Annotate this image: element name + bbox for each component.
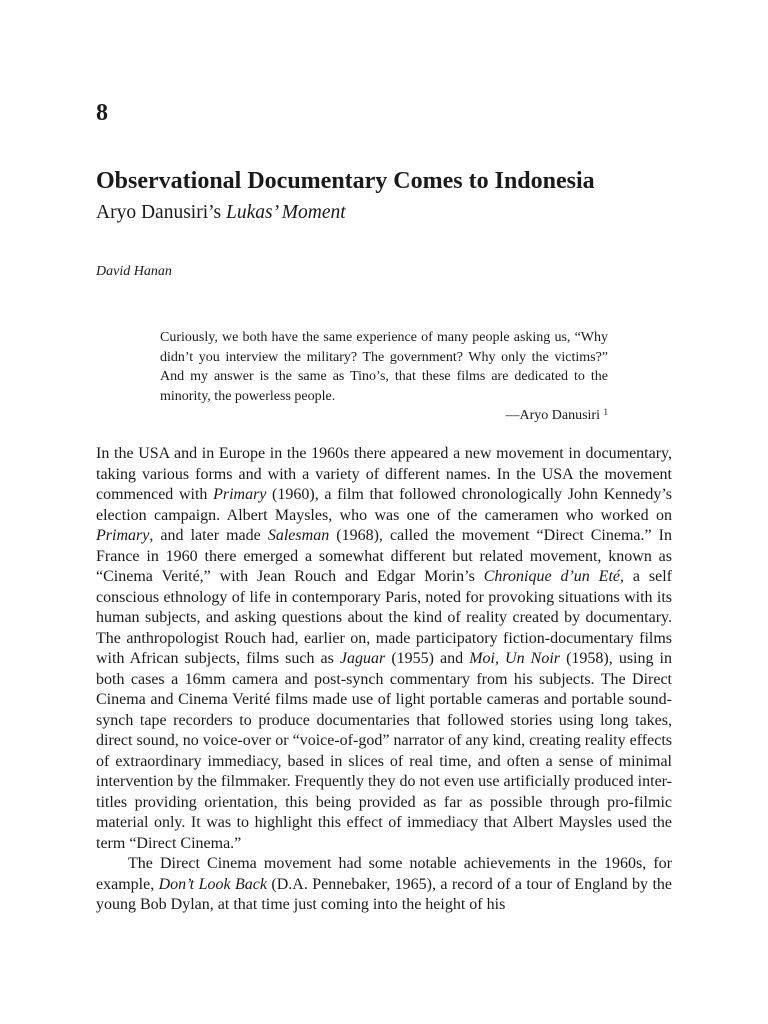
film-title: Moi, Un Noir: [469, 650, 561, 667]
epigraph: [160, 328, 608, 426]
film-title: Primary: [96, 527, 150, 544]
text-run: (1960), a film that followed chronologically John Kennedy’s election campaign. Albert Maysles, who was one of the cameramen who worked on: [96, 486, 672, 524]
film-title: Primary: [213, 486, 267, 503]
chapter-subtitle-prefix: Aryo Danusiri’s: [96, 202, 226, 223]
text-run: The Direct Cinema movement had some notable achievements in the 1960s, for example,: [96, 855, 672, 893]
film-title: Jaguar: [339, 650, 386, 667]
film-title: Lukas’ Moment: [226, 202, 346, 223]
chapter-author: David Hanan: [96, 264, 172, 279]
body-paragraph-1: [96, 444, 672, 854]
body-text: [96, 444, 672, 916]
body-paragraph-2: [96, 854, 672, 916]
film-title: Chronique d’un Eté: [483, 568, 620, 585]
film-title: Don’t Look Back: [158, 875, 267, 893]
epigraph-attribution-name: —Aryo Danusiri: [505, 408, 600, 424]
footnote-reference: 1: [603, 407, 608, 418]
epigraph-quote: Curiously, we both have the same experience of many people asking us, “Why didn’t you interview the military? The government? Why only the victims?” And my answer is the same as Tino’s, that these films are dedicated to the minority, the powerless people.: [160, 330, 608, 404]
text-run: , a self conscious ethnology of life in contemporary Paris, noted for provoking situations with its human subjects, and asking questions about the kind of reality created by documentary. The anthropologist Rouch had, earlier on, made participatory fiction-documentary films with African subjects, films such as: [96, 568, 672, 667]
film-title: Salesman: [267, 527, 330, 544]
epigraph-attribution: [160, 406, 608, 426]
chapter-subtitle: [96, 200, 346, 226]
text-run: (D.A. Pennebaker, 1965), a record of a tour of England by the young Bob Dylan, at that time just coming into the height of his: [96, 875, 672, 913]
text-run: In the USA and in Europe in the 1960s there appeared a new movement in documentary, taking various forms and with a variety of different names. In the USA the movement commenced with: [96, 445, 672, 503]
text-run: (1968), called the movement “Direct Cinema.” In France in 1960 there emerged a somewhat different but related movement, known as “Cinema Verité,” with Jean Rouch and Edgar Morin’s: [96, 527, 673, 585]
text-run: (1958), using in both cases a 16mm camera and post-synch commentary from his subjects. The Direct Cinema and Cinema Verité films made use of light portable cameras and portable sound-synch tape recorders to produce documentaries that followed stories using long takes, direct sound, no voice-over or “voice-of-god” narrator of any kind, creating reality effects of extraordinary immediacy, based in slices of real time, and often a sense of minimal intervention by the filmmaker. Frequently they do not even use artificially produced inter-titles providing orientation, this being provided as far as possible through pro-filmic material only. It was to highlight this effect of immediacy that Albert Maysles used the term “Direct Cinema.”: [96, 650, 673, 852]
chapter-title: Observational Documentary Comes to Indonesia: [96, 168, 595, 194]
text-run: , and later made: [149, 527, 268, 544]
text-run: (1955) and: [385, 650, 470, 667]
chapter-number: 8: [96, 100, 108, 126]
